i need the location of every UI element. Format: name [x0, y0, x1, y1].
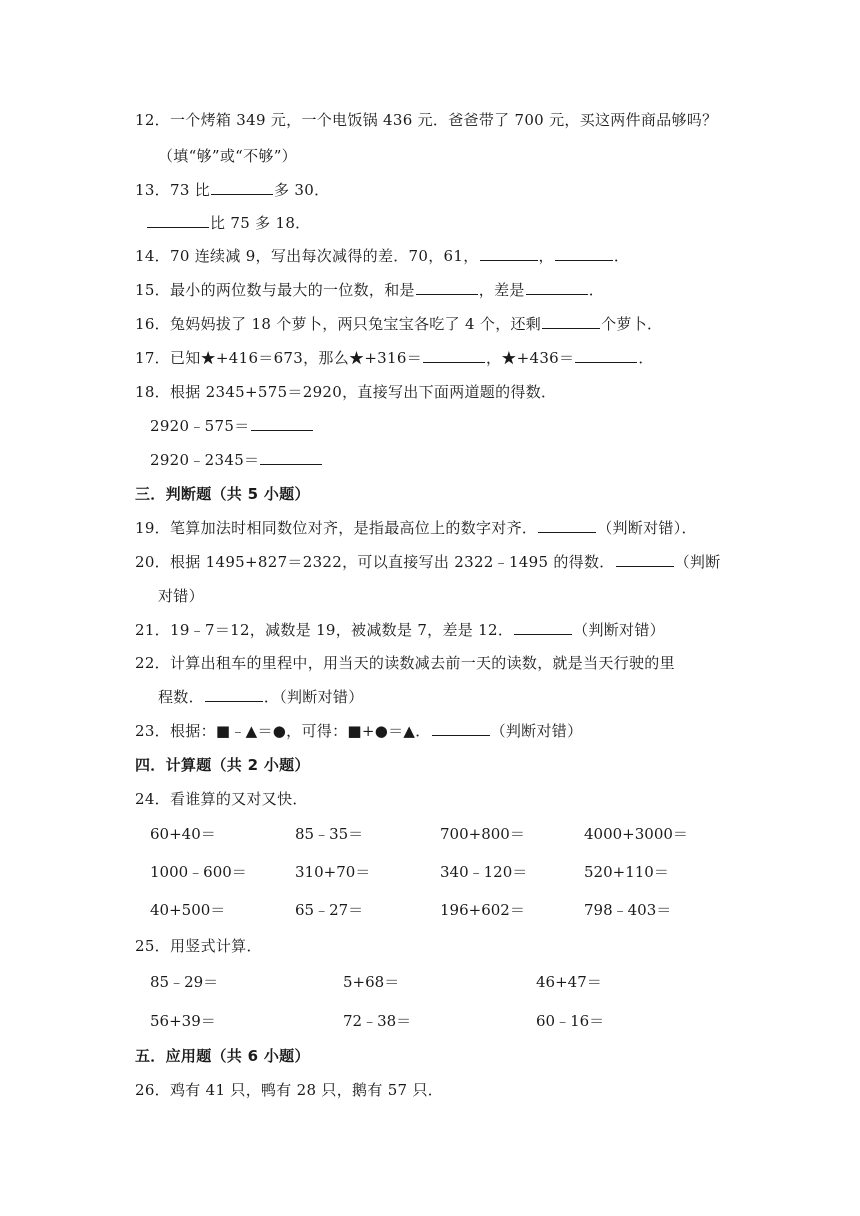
question-13-line1 [135, 180, 329, 200]
question-25: 25．用竖式计算． [135, 937, 262, 955]
calc-item: 700+800＝ [440, 825, 525, 843]
answer-blank[interactable] [251, 416, 313, 431]
question-14 [135, 246, 629, 266]
calc-item: 85﹣35＝ [295, 825, 364, 843]
calc-item: 340﹣120＝ [440, 863, 528, 881]
calc-item: 40+500＝ [150, 901, 226, 919]
calc-item: 520+110＝ [584, 863, 669, 881]
answer-blank[interactable] [616, 552, 674, 567]
question-20-line1 [135, 552, 721, 572]
question-12-line2: （填“够”或“不够”） [158, 147, 297, 165]
question-18-eq2 [150, 450, 323, 470]
question-16-text: 16．兔妈妈拔了 18 个萝卜，两只兔宝宝各吃了 4 个，还剩 [135, 315, 542, 333]
question-13-text-a: 13．73 比 [135, 181, 211, 199]
question-16-end: 个萝卜． [601, 315, 663, 333]
separator: ， [538, 247, 554, 265]
section-heading-judgement: 三．判断题（共 5 小题） [135, 485, 310, 503]
answer-blank[interactable] [147, 213, 209, 228]
calc-item: 65﹣27＝ [295, 901, 364, 919]
answer-blank[interactable] [538, 518, 596, 533]
question-12-line1: 12．一个烤箱 349 元，一个电饭锅 436 元．爸爸带了 700 元，买这两件商品够吗？ [135, 111, 718, 129]
question-15-text: 15．最小的两位数与最大的一位数，和是 [135, 281, 415, 299]
question-17-end: ． [638, 349, 654, 367]
question-26: 26．鸡有 41 只，鸭有 28 只，鹅有 57 只． [135, 1081, 444, 1099]
answer-blank[interactable] [480, 246, 538, 261]
question-13-line2 [146, 213, 310, 233]
question-22-line2 [158, 687, 364, 707]
question-17 [135, 348, 654, 368]
question-15 [135, 280, 604, 300]
question-15-end: ． [588, 281, 605, 299]
question-14-text: 14．70 连续减 9，写出每次减得的差．70，61， [135, 247, 479, 265]
question-19 [135, 518, 697, 538]
question-20-text: 20．根据 1495+827＝2322，可以直接写出 2322﹣1495 的得数． [135, 553, 615, 571]
question-14-end: ． [613, 247, 630, 265]
question-15-mid: ，差是 [478, 281, 525, 299]
question-21 [135, 620, 665, 640]
calc-item: 798﹣403＝ [584, 901, 672, 919]
question-23 [135, 721, 582, 741]
section-heading-application: 五．应用题（共 6 小题） [135, 1047, 310, 1065]
answer-blank[interactable] [211, 180, 273, 195]
answer-blank[interactable] [542, 314, 600, 329]
calc-item: 1000﹣600＝ [150, 863, 247, 881]
vertical-calc-item: 72﹣38＝ [343, 1012, 412, 1030]
question-22-text: 程数． [158, 688, 204, 706]
question-13-text-c: 比 75 多 18． [210, 214, 311, 232]
answer-blank[interactable] [260, 450, 322, 465]
question-20-end: （判断 [674, 553, 721, 571]
question-18-eq1 [150, 416, 314, 436]
answer-blank[interactable] [205, 687, 263, 702]
calc-item: 310+70＝ [295, 863, 371, 881]
question-18: 18．根据 2345+575＝2920，直接写出下面两道题的得数． [135, 383, 557, 401]
vertical-calc-item: 60﹣16＝ [536, 1012, 605, 1030]
question-21-end: （判断对错） [573, 621, 665, 639]
vertical-calc-item: 5+68＝ [343, 973, 400, 991]
vertical-calc-item: 85﹣29＝ [150, 973, 219, 991]
answer-blank[interactable] [423, 348, 485, 363]
answer-blank[interactable] [526, 280, 588, 295]
answer-blank[interactable] [555, 246, 613, 261]
equation: 2920﹣575＝ [150, 417, 250, 435]
vertical-calc-item: 56+39＝ [150, 1012, 216, 1030]
answer-blank[interactable] [416, 280, 478, 295]
calc-item: 4000+3000＝ [584, 825, 688, 843]
vertical-calc-item: 46+47＝ [536, 973, 602, 991]
question-13-text-b: 多 30． [274, 181, 330, 199]
question-23-text: 23．根据：■﹣▲＝●，可得：■+●＝▲． [135, 722, 431, 740]
calc-item: 60+40＝ [150, 825, 216, 843]
answer-blank[interactable] [432, 721, 490, 736]
question-22-line1: 22．计算出租车的里程中，用当天的读数减去前一天的读数，就是当天行驶的里 [135, 654, 675, 672]
question-16 [135, 314, 662, 334]
question-20-line2: 对错） [158, 587, 204, 605]
question-21-text: 21．19﹣7＝12，减数是 19，被减数是 7，差是 12． [135, 621, 514, 639]
question-22-end: ．（判断对错） [263, 688, 364, 706]
question-17-mid: ，★+436＝ [486, 349, 575, 367]
section-heading-calculation: 四．计算题（共 2 小题） [135, 756, 310, 774]
equation: 2920﹣2345＝ [150, 451, 260, 469]
question-19-text: 19．笔算加法时相同数位对齐，是指最高位上的数字对齐． [135, 519, 538, 537]
calc-item: 196+602＝ [440, 901, 525, 919]
question-24: 24．看谁算的又对又快． [135, 790, 308, 808]
answer-blank[interactable] [514, 620, 572, 635]
answer-blank[interactable] [575, 348, 637, 363]
question-23-end: （判断对错） [490, 722, 583, 740]
question-17-text: 17．已知★+416＝673，那么★+316＝ [135, 349, 423, 367]
question-19-end: （判断对错）． [597, 519, 697, 537]
